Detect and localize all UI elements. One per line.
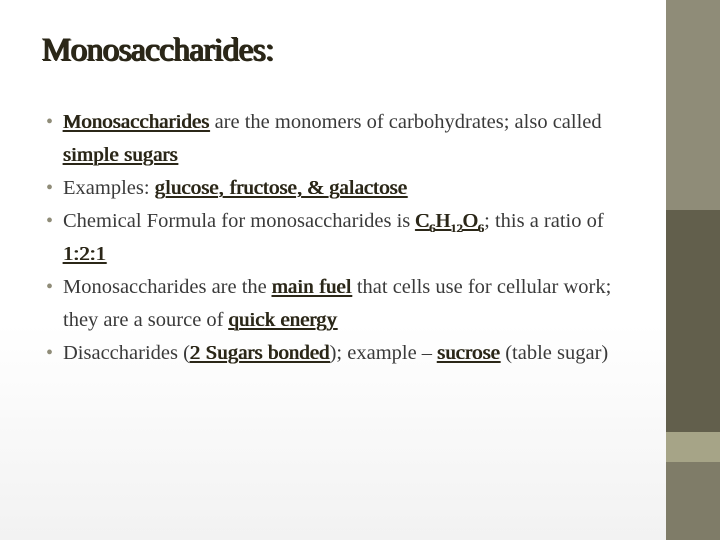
term-quick-energy: quick energy <box>228 309 338 331</box>
term-monosaccharides: Monosaccharides <box>63 111 210 133</box>
formula-subscript: 6 <box>429 221 436 235</box>
bullet-text: are the monomers of carbohydrates; also called <box>209 111 602 133</box>
slide-title: Monosaccharides: <box>42 32 275 68</box>
bullet-icon: • <box>46 210 54 232</box>
bullet-text: Monosaccharides are the <box>63 276 272 298</box>
formula-element: C <box>415 210 430 232</box>
bullet-item-main-fuel <box>46 271 632 337</box>
bullet-text: (table sugar) <box>500 342 609 364</box>
bullet-text: ); example – <box>329 342 438 364</box>
bullet-text: Chemical Formula for monosaccharides is <box>63 210 416 232</box>
side-bar-segment <box>666 462 720 540</box>
side-bar-segment <box>666 0 720 210</box>
formula-subscript: 12 <box>450 221 463 235</box>
side-bar-segment <box>666 210 720 432</box>
bullet-text: that cells use for cellular work; they are a source of <box>63 276 612 331</box>
chemical-formula <box>415 210 485 235</box>
bullet-list <box>46 106 632 370</box>
side-bar-segment <box>666 432 720 462</box>
bullet-item-examples <box>46 172 632 205</box>
formula-element: H <box>435 210 451 232</box>
term-sucrose: sucrose <box>437 342 501 364</box>
bullet-icon: • <box>46 177 54 199</box>
bullet-item-monosaccharides-definition <box>46 106 632 172</box>
bullet-text: Disaccharides ( <box>63 342 190 364</box>
term-ratio: 1:2:1 <box>63 243 107 265</box>
bullet-text: Examples: <box>63 177 155 199</box>
decorative-side-bar <box>666 0 720 540</box>
term-examples: glucose, fructose, & galactose <box>154 177 408 199</box>
bullet-icon: • <box>46 276 54 298</box>
term-simple-sugars: simple sugars <box>63 144 178 166</box>
bullet-text: ; this a ratio of <box>484 210 604 232</box>
bullet-icon: • <box>46 342 54 364</box>
bullet-item-chemical-formula <box>46 205 632 271</box>
bullet-item-disaccharides <box>46 337 632 370</box>
formula-element: O <box>462 210 478 232</box>
bullet-icon: • <box>46 111 54 133</box>
formula-subscript: 6 <box>477 221 485 235</box>
term-two-sugars-bonded: 2 Sugars bonded <box>189 342 330 364</box>
term-main-fuel: main fuel <box>271 276 352 298</box>
